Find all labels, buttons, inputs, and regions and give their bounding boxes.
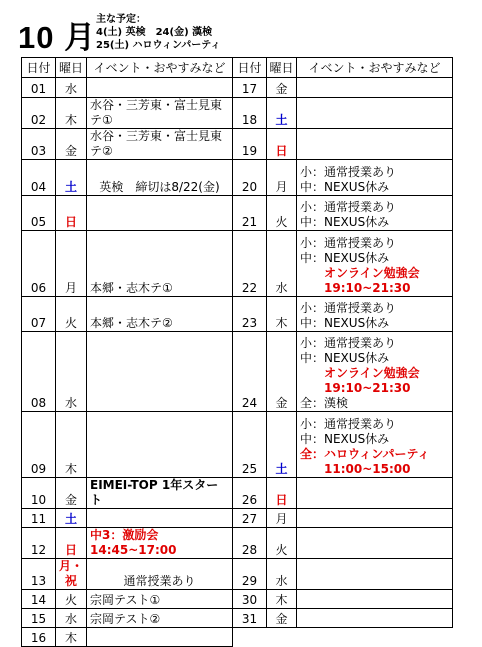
- weekday-cell: 土: [267, 412, 297, 478]
- weekday-cell: 木: [56, 628, 87, 647]
- date-cell: 24: [233, 332, 267, 412]
- event-line: 中：NEXUS休み: [300, 316, 390, 330]
- event-cell: [87, 78, 233, 98]
- event-cell: [297, 78, 453, 98]
- event-cell: 水谷・三芳東・富士見東テ②: [87, 129, 233, 160]
- event-line: 全：漢検: [300, 396, 349, 410]
- date-cell: 28: [233, 528, 267, 559]
- event-line: 小：通常授業あり: [300, 236, 397, 250]
- weekday-cell: 金: [267, 609, 297, 628]
- table-row: [22, 559, 453, 590]
- date-cell: 19: [233, 129, 267, 160]
- event-line: 中：NEXUS休み: [300, 251, 390, 265]
- event-cell: [297, 528, 453, 559]
- date-cell: 13: [22, 559, 56, 590]
- event-cell: [297, 231, 453, 297]
- date-cell: 26: [233, 478, 267, 509]
- event-cell: [297, 297, 453, 332]
- weekday-cell: 月: [56, 231, 87, 297]
- date-cell: 22: [233, 231, 267, 297]
- weekday-cell: 木: [56, 98, 87, 129]
- date-cell: 03: [22, 129, 56, 160]
- event-line: 中：NEXUS休み: [300, 432, 390, 446]
- weekday-cell: 月: [267, 160, 297, 196]
- weekday-cell: 火: [56, 590, 87, 609]
- table-row: [22, 628, 453, 647]
- weekday-cell: 水: [56, 78, 87, 98]
- table-row: [22, 412, 453, 478]
- weekday-cell: 日: [56, 528, 87, 559]
- date-cell: 01: [22, 78, 56, 98]
- event-cell: [87, 509, 233, 528]
- event-line: 19:10~21:30: [324, 281, 411, 295]
- page-header: [0, 0, 482, 56]
- event-cell: [297, 196, 453, 231]
- weekday-cell: 日: [267, 129, 297, 160]
- event-line: オンライン勉強会: [324, 266, 420, 280]
- note-line-2: 25(土) ハロウィンパーティ: [96, 40, 221, 51]
- event-cell: [297, 98, 453, 129]
- event-line: 全：ハロウィンパーティ: [300, 447, 430, 461]
- date-cell: 05: [22, 196, 56, 231]
- date-cell: 27: [233, 509, 267, 528]
- event-line: 19:10~21:30: [324, 381, 411, 395]
- event-line: 中：NEXUS休み: [300, 215, 390, 229]
- event-cell: 宗岡テスト①: [87, 590, 233, 609]
- weekday-cell: 水: [56, 332, 87, 412]
- event-cell: 通常授業あり: [87, 559, 233, 590]
- table-row: [22, 129, 453, 160]
- weekday-cell: 金: [267, 78, 297, 98]
- event-cell: 本郷・志木テ②: [87, 297, 233, 332]
- date-cell: 30: [233, 590, 267, 609]
- event-cell: [87, 332, 233, 412]
- date-cell: 09: [22, 412, 56, 478]
- date-cell: 18: [233, 98, 267, 129]
- event-cell: [297, 129, 453, 160]
- event-cell: 本郷・志木テ①: [87, 231, 233, 297]
- date-cell: 15: [22, 609, 56, 628]
- weekday-cell: 金: [267, 332, 297, 412]
- note-line-1: 4(土) 英検 24(金) 漢検: [96, 27, 213, 38]
- table-row: [22, 78, 453, 98]
- date-cell: 29: [233, 559, 267, 590]
- weekday-cell: 水: [56, 609, 87, 628]
- col-weekday: 曜日: [267, 58, 297, 78]
- weekday-cell: 土: [56, 509, 87, 528]
- table-row: [22, 609, 453, 628]
- event-cell: [87, 412, 233, 478]
- month-title: 10 月: [18, 20, 97, 55]
- event-line: 小：通常授業あり: [300, 200, 397, 214]
- event-cell: 宗岡テスト②: [87, 609, 233, 628]
- weekday-cell: 土: [267, 98, 297, 129]
- table-row: [22, 528, 453, 559]
- table-row: [22, 590, 453, 609]
- weekday-cell: 火: [267, 528, 297, 559]
- date-cell: 17: [233, 78, 267, 98]
- event-cell: 英検 締切は8/22(金): [87, 160, 233, 196]
- weekday-cell: 火: [267, 196, 297, 231]
- date-cell: 10: [22, 478, 56, 509]
- event-cell: [87, 628, 233, 647]
- date-cell: 11: [22, 509, 56, 528]
- notes-title: 主な予定：: [96, 14, 146, 25]
- weekday-cell: 水: [267, 559, 297, 590]
- date-cell: 16: [22, 628, 56, 647]
- date-cell: 07: [22, 297, 56, 332]
- table-row: [22, 297, 453, 332]
- weekday-cell: 金: [56, 478, 87, 509]
- schedule-notes: [96, 13, 220, 52]
- event-line: 小：通常授業あり: [300, 165, 397, 179]
- empty-cell: [233, 628, 267, 647]
- weekday-cell: 日: [56, 196, 87, 231]
- event-cell: [297, 412, 453, 478]
- weekday-cell: 土: [56, 160, 87, 196]
- event-line: 中：NEXUS休み: [300, 180, 390, 194]
- event-line: 中：NEXUS休み: [300, 351, 390, 365]
- event-line: 11:00~15:00: [324, 462, 411, 476]
- weekday-cell: 月・祝: [56, 559, 87, 590]
- event-line: 小：通常授業あり: [300, 301, 397, 315]
- weekday-cell: 木: [56, 412, 87, 478]
- table-row: [22, 509, 453, 528]
- event-cell: [297, 590, 453, 609]
- event-cell: [297, 559, 453, 590]
- date-cell: 31: [233, 609, 267, 628]
- col-date: 日付: [22, 58, 56, 78]
- col-event: イベント・おやすみなど: [297, 58, 453, 78]
- weekday-cell: 木: [267, 297, 297, 332]
- calendar-table: [21, 57, 453, 647]
- event-line: オンライン勉強会: [324, 366, 420, 380]
- col-weekday: 曜日: [56, 58, 87, 78]
- table-row: [22, 332, 453, 412]
- event-cell: [297, 332, 453, 412]
- date-cell: 23: [233, 297, 267, 332]
- date-cell: 06: [22, 231, 56, 297]
- table-row: [22, 196, 453, 231]
- weekday-cell: 金: [56, 129, 87, 160]
- date-cell: 25: [233, 412, 267, 478]
- date-cell: 14: [22, 590, 56, 609]
- event-line: 小：通常授業あり: [300, 417, 397, 431]
- header-row: [22, 58, 453, 78]
- date-cell: 20: [233, 160, 267, 196]
- date-cell: 12: [22, 528, 56, 559]
- weekday-cell: 水: [267, 231, 297, 297]
- col-date: 日付: [233, 58, 267, 78]
- col-event: イベント・おやすみなど: [87, 58, 233, 78]
- event-cell: [297, 609, 453, 628]
- empty-cell: [267, 628, 297, 647]
- empty-cell: [297, 628, 453, 647]
- date-cell: 21: [233, 196, 267, 231]
- date-cell: 04: [22, 160, 56, 196]
- table-row: [22, 478, 453, 509]
- table-row: [22, 231, 453, 297]
- event-cell: EIMEI-TOP 1年スタート: [87, 478, 233, 509]
- weekday-cell: 木: [267, 590, 297, 609]
- event-cell: 水谷・三芳東・富士見東テ①: [87, 98, 233, 129]
- event-line: 小：通常授業あり: [300, 336, 397, 350]
- weekday-cell: 月: [267, 509, 297, 528]
- table-row: [22, 98, 453, 129]
- weekday-cell: 日: [267, 478, 297, 509]
- weekday-cell: 火: [56, 297, 87, 332]
- event-cell: [297, 160, 453, 196]
- event-cell: 中3：激励会14:45~17:00: [87, 528, 233, 559]
- event-cell: [297, 478, 453, 509]
- table-row: [22, 160, 453, 196]
- date-cell: 08: [22, 332, 56, 412]
- event-cell: [87, 196, 233, 231]
- event-cell: [297, 509, 453, 528]
- date-cell: 02: [22, 98, 56, 129]
